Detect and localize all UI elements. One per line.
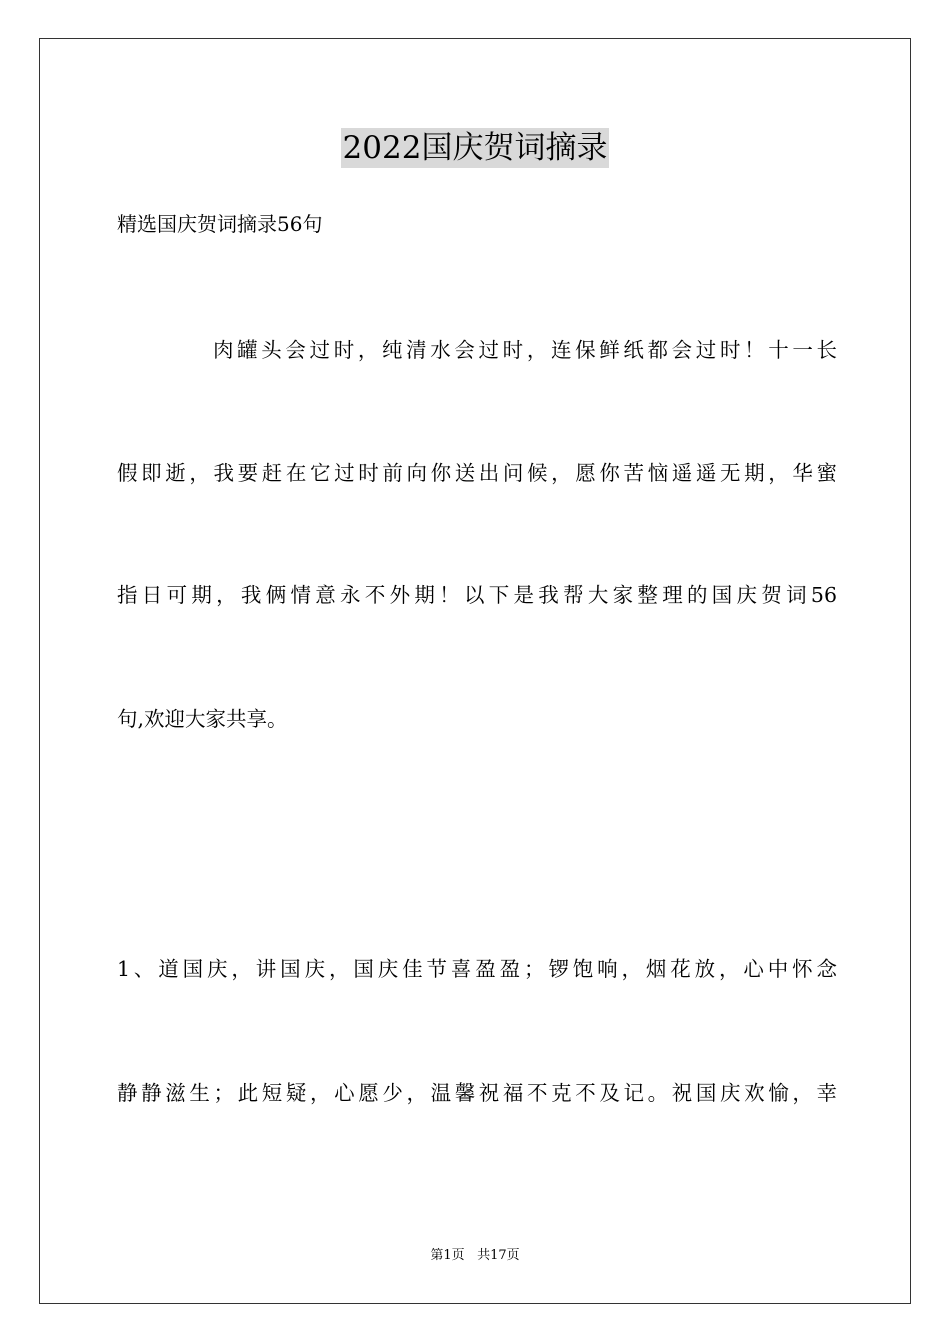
intro-line-4: 句,欢迎大家共享。 <box>117 707 288 731</box>
footer-spacer <box>465 1248 477 1263</box>
document-subtitle: 精选国庆贺词摘录56句 <box>117 212 323 236</box>
page-number: 第1页 <box>430 1248 465 1263</box>
intro-line-1: 肉罐头会过时，纯清水会过时，连保鲜纸都会过时！十一长 <box>213 338 837 362</box>
intro-line-2: 假即逝，我要赶在它过时前向你送出问候，愿你苦恼遥遥无期，华蜜 <box>117 461 837 485</box>
page-footer <box>0 1247 950 1265</box>
title-container <box>0 128 950 168</box>
document-title: 2022国庆贺词摘录 <box>342 130 608 166</box>
page-total: 共17页 <box>477 1248 520 1263</box>
item-1-line-1: 1、道国庆，讲国庆，国庆佳节喜盈盈；锣饱响，烟花放，心中怀念 <box>117 957 837 981</box>
intro-line-3: 指日可期，我俩情意永不外期！以下是我帮大家整理的国庆贺词56 <box>117 583 837 607</box>
item-1-line-2: 静静滋生；此短疑，心愿少，温馨祝福不克不及记。祝国庆欢愉，幸 <box>117 1081 837 1105</box>
